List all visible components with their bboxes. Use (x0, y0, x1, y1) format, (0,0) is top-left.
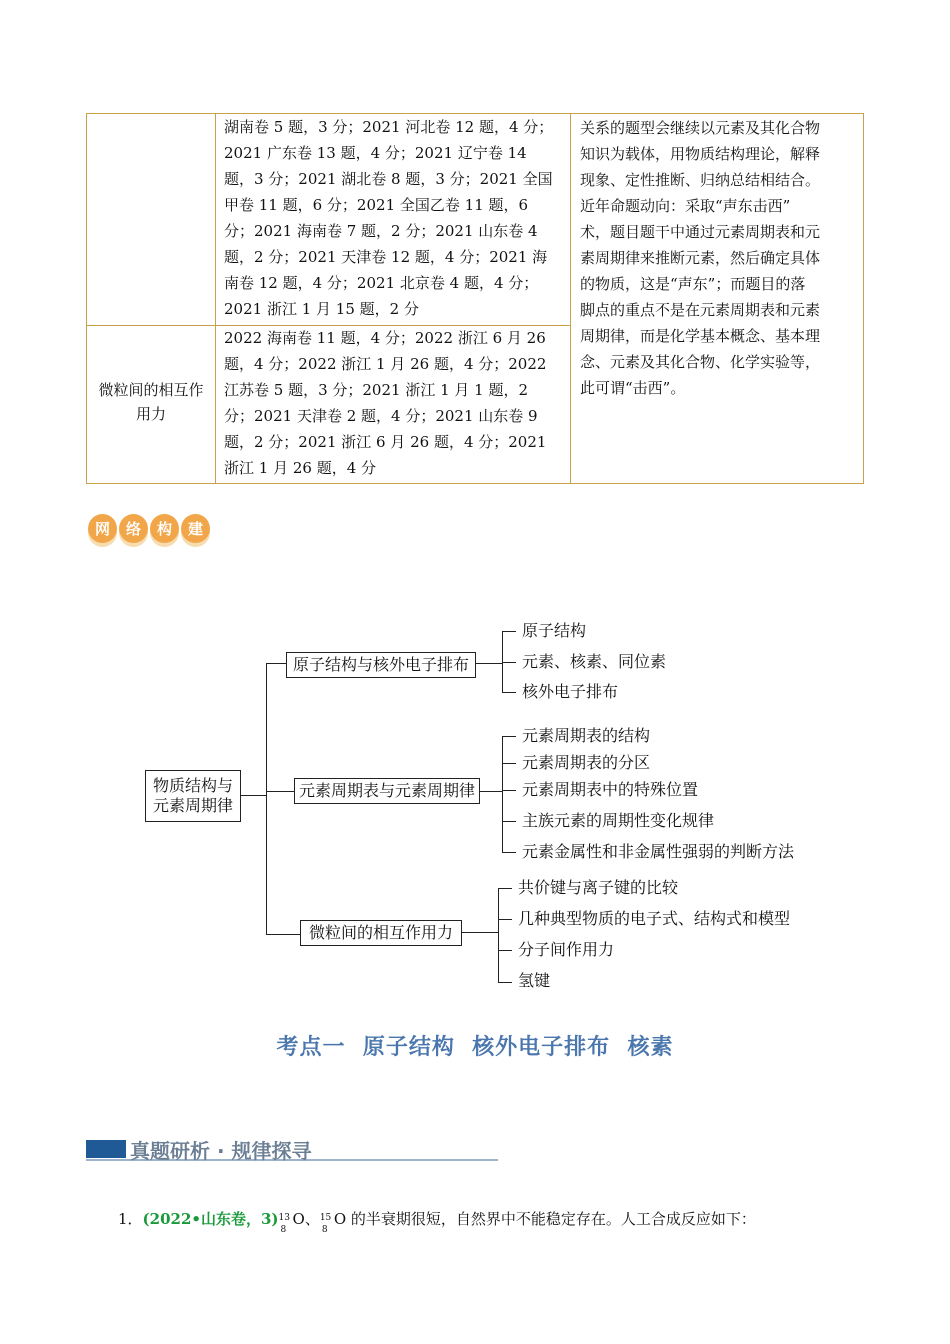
trend-text-line: 现象、定性推断、归纳总结相结合。 (580, 171, 821, 189)
leaf: 主族元素的周期性变化规律 (522, 811, 715, 830)
connector (266, 934, 300, 935)
connector (498, 982, 512, 983)
table-text-line: 分；2021 海南卷 7 题，2 分；2021 山东卷 4 (224, 222, 538, 240)
root-line: 物质结构与 (152, 776, 233, 795)
trend-text-line: 关系的题型会继续以元素及其化合物 (580, 119, 821, 137)
trend-text-line: 近年命题动向：采取“声东击西” (580, 197, 791, 215)
connector (502, 821, 516, 822)
connector (502, 692, 516, 693)
table-text-line: 甲卷 11 题，6 分；2021 全国乙卷 11 题，6 (224, 196, 529, 214)
section-title: 真题研析 · 规律探寻 (130, 1139, 312, 1163)
leaf: 共价键与离子键的比较 (518, 878, 679, 897)
question-number: 1． (118, 1210, 143, 1228)
isotope-2-symbol: O (333, 1210, 347, 1228)
connector (462, 932, 498, 933)
root-line: 元素周期律 (152, 796, 233, 815)
table-text-line: 2021 浙江 1 月 15 题，2 分 (224, 300, 419, 318)
leaf: 分子间作用力 (518, 940, 615, 959)
table-trend-analysis (580, 115, 820, 401)
atomic-number: 8 (321, 1225, 328, 1235)
table-text-line: 题，3 分；2021 湖北卷 8 题，3 分；2021 全国 (224, 170, 553, 188)
topic-title: 考点一 原子结构 核外电子排布 核素 (276, 1035, 674, 1060)
connector (498, 888, 512, 889)
trend-text-line: 此可谓“击西”。 (580, 379, 686, 397)
section-stripe (86, 1140, 126, 1158)
trend-text-line: 知识为载体，用物质结构理论，解释 (580, 145, 821, 163)
table-text-line: 题，2 分；2021 浙江 6 月 26 题，4 分；2021 (224, 433, 547, 451)
connector (502, 631, 516, 632)
trend-text-line: 术，题目题干中通过元素周期表和元 (580, 223, 821, 241)
leaf: 氢键 (518, 971, 551, 990)
table-text-line: 江苏卷 5 题，3 分；2021 浙江 1 月 1 题，2 (224, 381, 529, 399)
connector (502, 736, 503, 853)
question-source: (2022•山东卷，3) (142, 1210, 279, 1228)
connector (502, 763, 516, 764)
badge-char: 建 (181, 514, 210, 543)
leaf: 核外电子排布 (522, 682, 619, 701)
leaf: 元素周期表的分区 (522, 753, 651, 772)
branch-atomic-structure: 原子结构与核外电子排布 (286, 652, 476, 678)
connector (480, 791, 502, 792)
row-label-line: 微粒间的相互作 (98, 381, 204, 399)
connector (502, 852, 516, 853)
table-col-divider-2 (570, 113, 571, 484)
table-text-line: 2021 广东卷 13 题，4 分；2021 辽宁卷 14 (224, 144, 527, 162)
table-text-line: 分；2021 天津卷 2 题，4 分；2021 山东卷 9 (224, 407, 538, 425)
question-1 (118, 1208, 756, 1235)
isotope-2-notation (319, 1211, 334, 1235)
section-badge-network (88, 514, 210, 548)
row-label-line: 用力 (135, 405, 166, 423)
question-text: 的半衰期很短，自然界中不能稳定存在。人工合成反应如下： (346, 1210, 756, 1228)
branch-periodic-table: 元素周期表与元素周期律 (294, 778, 480, 804)
connector (266, 663, 267, 935)
leaf: 几种典型物质的电子式、结构式和模型 (518, 909, 791, 928)
connector (498, 888, 499, 983)
connector (502, 662, 516, 663)
mass-number: 13 (278, 1213, 290, 1223)
connector (498, 919, 512, 920)
table-text-line: 题，2 分；2021 天津卷 12 题，4 分；2021 海 (224, 248, 548, 266)
leaf: 元素周期表中的特殊位置 (522, 780, 699, 799)
leaf: 元素周期表的结构 (522, 726, 651, 745)
atomic-number: 8 (280, 1225, 287, 1235)
leaf: 元素、核素、同位素 (522, 652, 667, 671)
mindmap-root (145, 770, 241, 822)
mass-number: 15 (319, 1213, 332, 1223)
table-row-2-label (90, 378, 212, 426)
connector (266, 791, 294, 792)
trend-text-line: 脚点的重点不是在元素周期表和元素 (580, 301, 821, 319)
table-text-line: 题，4 分；2022 浙江 1 月 26 题，4 分；2022 (224, 355, 547, 373)
connector (502, 736, 516, 737)
badge-char: 构 (150, 514, 179, 543)
branch-particle-interaction: 微粒间的相互作用力 (300, 920, 462, 946)
table-col-divider-1 (215, 113, 216, 484)
badge-char: 络 (119, 514, 148, 543)
isotope-1-symbol: O、 (292, 1210, 320, 1228)
connector (476, 663, 502, 664)
table-text-line: 南卷 12 题，4 分；2021 北京卷 4 题，4 分； (224, 274, 539, 292)
connector (498, 950, 512, 951)
section-header (86, 1138, 498, 1162)
table-text-line: 浙江 1 月 26 题，4 分 (224, 459, 377, 477)
badge-char: 网 (88, 514, 117, 543)
trend-text-line: 念、元素及其化合物、化学实验等， (580, 353, 821, 371)
trend-text-line: 素周期律来推断元素，然后确定具体 (580, 249, 821, 267)
trend-text-line: 周期律，而是化学基本概念、基本理 (580, 327, 821, 345)
leaf: 原子结构 (522, 621, 587, 640)
trend-text-line: 的物质，这是“声东”；而题目的落 (580, 275, 806, 293)
connector (241, 795, 266, 796)
isotope-1-notation (278, 1211, 293, 1235)
connector (502, 790, 516, 791)
leaf: 元素金属性和非金属性强弱的判断方法 (522, 842, 795, 861)
connector (266, 663, 286, 664)
table-text-line: 湖南卷 5 题，3 分；2021 河北卷 12 题，4 分； (224, 118, 554, 136)
table-text-line: 2022 海南卷 11 题，4 分；2022 浙江 6 月 26 (224, 329, 546, 347)
